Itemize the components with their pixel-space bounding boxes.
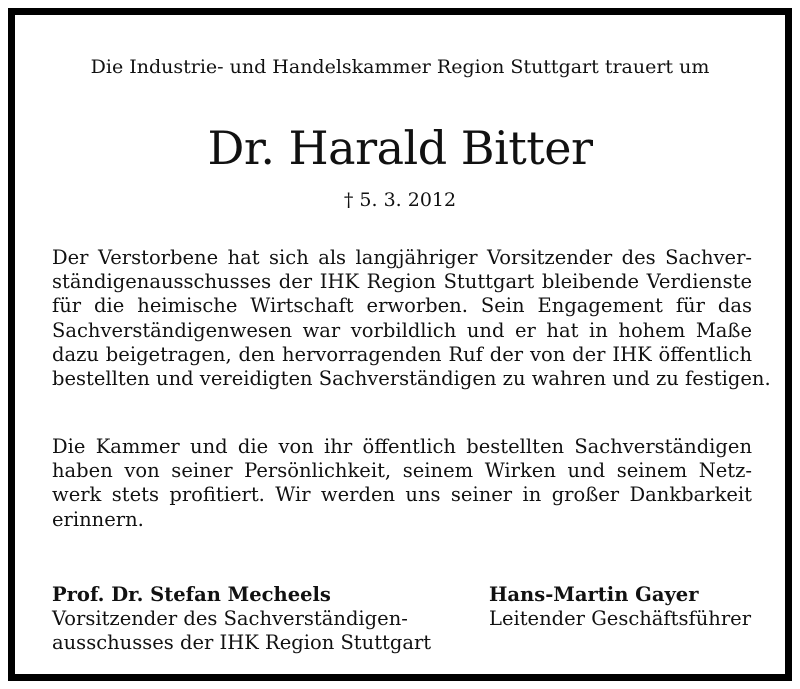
tribute-paragraph-2 bbox=[52, 435, 752, 532]
intro-line: Die Industrie- und Handelskammer Region Stuttgart trauert um bbox=[90, 56, 710, 78]
paragraph-line: Sachverständigenwesen war vorbildlich und er hat in hohem Maße bbox=[52, 318, 752, 342]
signatory-name: Hans-Martin Gayer bbox=[489, 583, 699, 606]
signatory-managing-director bbox=[489, 583, 751, 631]
tribute-paragraph-1 bbox=[52, 246, 771, 391]
signatory-name: Prof. Dr. Stefan Mecheels bbox=[52, 583, 331, 606]
signatory-role: Vorsitzender des Sachverständigen- bbox=[52, 607, 408, 631]
signatory-role: ausschusses der IHK Region Stuttgart bbox=[52, 631, 432, 655]
paragraph-line: bestellten und vereidigten Sachverständigen zu wahren und zu festigen. bbox=[52, 367, 771, 391]
paragraph-line: Die Kammer und die von ihr öffentlich bestellten Sachverständigen bbox=[52, 435, 752, 458]
signatory-role: Leitender Geschäftsführer bbox=[489, 607, 752, 631]
paragraph-line: für die heimische Wirtschaft erworben. Sein Engagement für das bbox=[52, 294, 752, 318]
paragraph-line: werk stets profitiert. Wir werden uns seiner in großer Dankbarkeit bbox=[52, 483, 752, 507]
deceased-name: Dr. Harald Bitter bbox=[207, 121, 593, 175]
obituary-frame bbox=[8, 8, 792, 681]
paragraph-line: ständigenausschusses der IHK Region Stuttgart bleibende Verdienste bbox=[52, 270, 752, 294]
paragraph-line: erinnern. bbox=[52, 507, 144, 531]
paragraph-line: Der Verstorbene hat sich als langjähriger Vorsitzender des Sachver- bbox=[52, 246, 752, 269]
paragraph-line: dazu beigetragen, den hervorragenden Ruf der von der IHK öffentlich bbox=[52, 342, 752, 366]
death-date: † 5. 3. 2012 bbox=[343, 189, 457, 211]
signatory-chairman bbox=[52, 583, 431, 656]
paragraph-line: haben von seiner Persönlichkeit, seinem Wirken und seinem Netz- bbox=[52, 459, 752, 483]
